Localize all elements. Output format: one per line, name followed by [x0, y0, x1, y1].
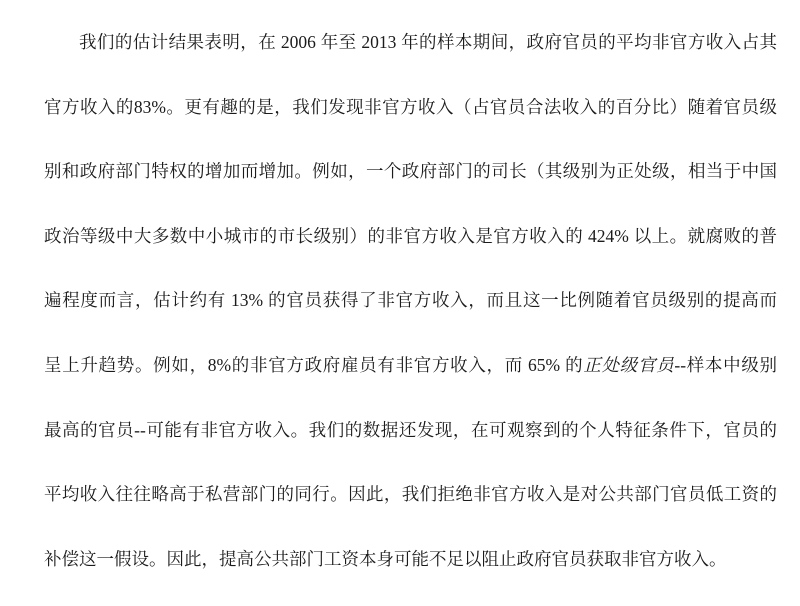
paragraph-line	[44, 527, 777, 592]
line-text: 补偿这一假设。因此，提高公共部门工资本身可能不足以阻止政府官员获取非官方收入。	[44, 548, 727, 569]
paragraph-line	[44, 139, 777, 204]
line-text: 最高的官员--可能有非官方收入。我们的数据还发现，在可观察到的个人特征条件下，官员的	[44, 419, 777, 440]
line-text: 遍程度而言，估计约有 13% 的官员获得了非官方收入，而且这一比例随着官员级别的提高而	[44, 290, 777, 311]
paragraph-line	[44, 10, 777, 75]
line-text: 别和政府部门特权的增加而增加。例如，一个政府部门的司长（其级别为正处级，相当于中国	[44, 161, 777, 182]
paragraph-line	[44, 268, 777, 333]
line-text: 平均收入往往略高于私营部门的同行。因此，我们拒绝非官方收入是对公共部门官员低工资的	[44, 484, 777, 505]
paragraph-line	[44, 333, 777, 398]
paragraph	[44, 10, 777, 591]
paragraph-line	[44, 204, 777, 269]
paragraph-line	[44, 398, 777, 463]
line-text-post: --样本中级别	[674, 354, 777, 375]
paragraph-line	[44, 75, 777, 140]
line-text-italic: 正处级官员	[583, 354, 675, 375]
line-text-pre: 呈上升趋势。例如，8%的非官方政府雇员有非官方收入，而 65% 的	[44, 354, 584, 375]
paragraph-line	[44, 462, 777, 527]
line-text: 我们的估计结果表明，在 2006 年至 2013 年的样本期间，政府官员的平均非官方收入占其	[79, 32, 777, 52]
line-text: 政治等级中大多数中小城市的市长级别）的非官方收入是官方收入的 424% 以上。就腐败的普	[44, 225, 777, 246]
line-text: 官方收入的83%。更有趣的是，我们发现非官方收入（占官员合法收入的百分比）随着官员级	[44, 96, 777, 117]
